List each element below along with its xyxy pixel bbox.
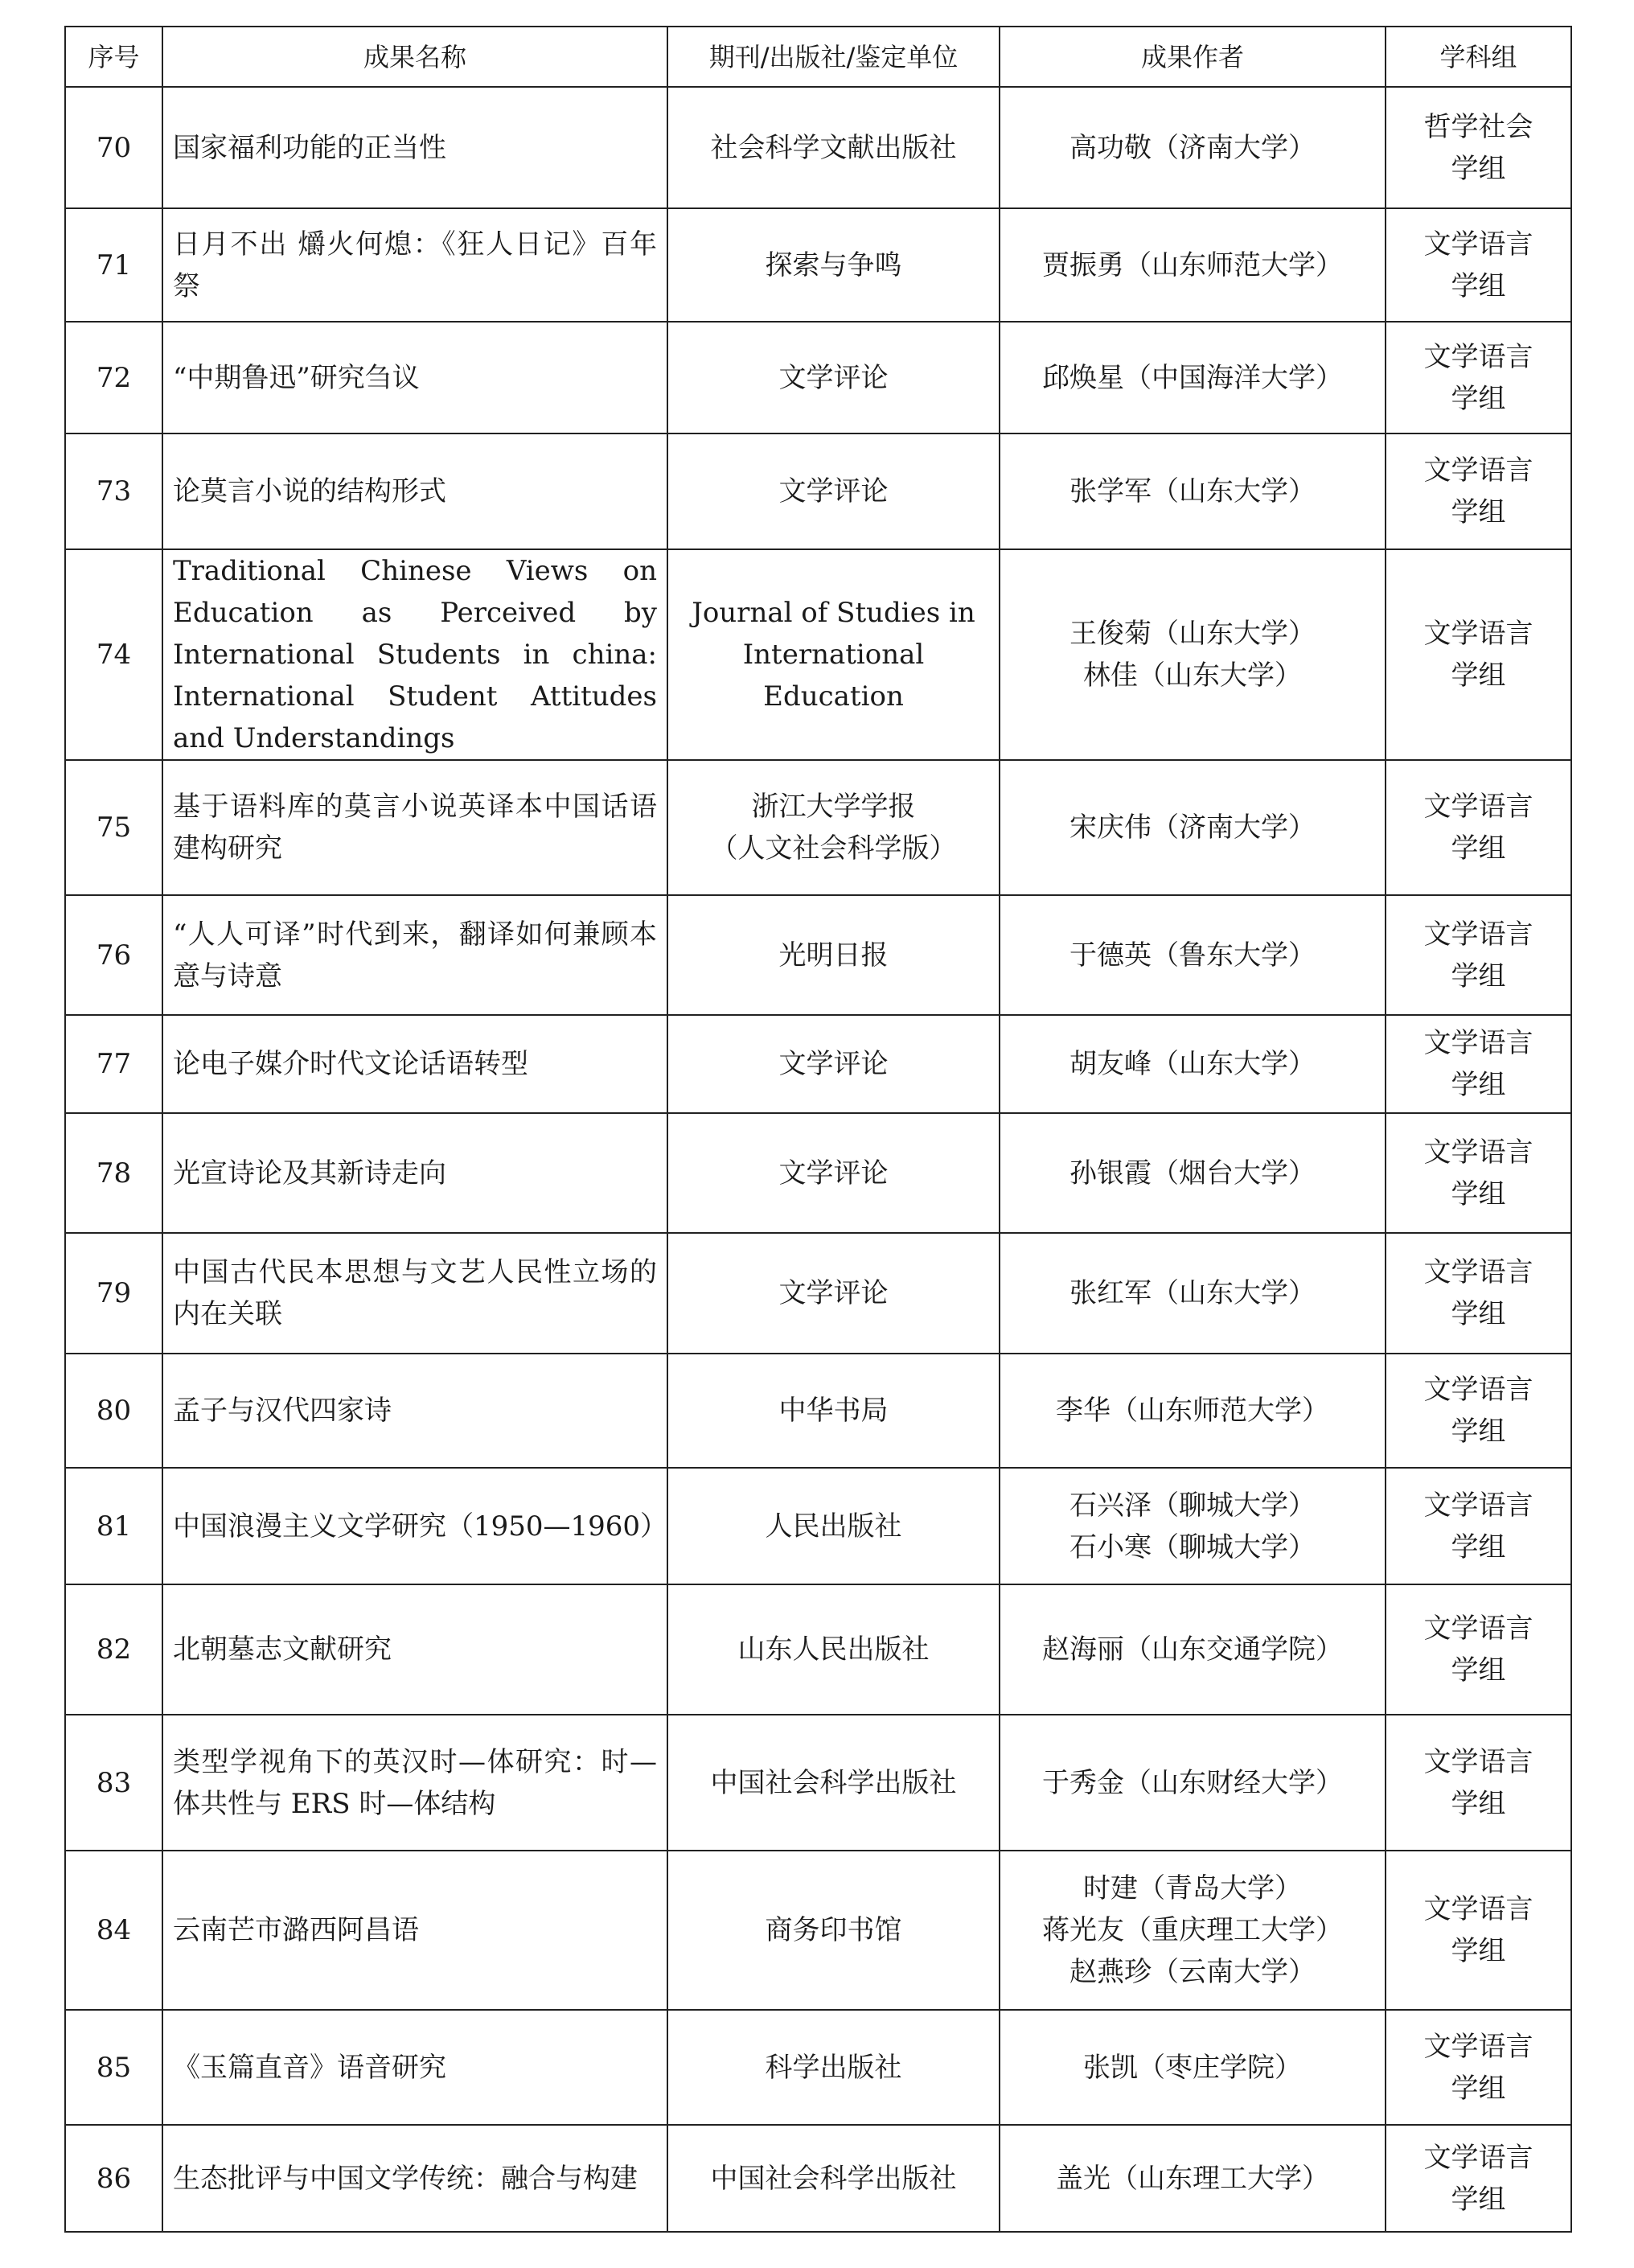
row-group [1386, 322, 1571, 433]
table-row [65, 895, 1571, 1015]
row-publisher [667, 1233, 1000, 1354]
row-group-line: 学组 [1451, 382, 1506, 415]
row-title: 日月不出 爝火何熄：《狂人日记》百年祭 [162, 208, 667, 322]
row-publisher-line: 探索与争鸣 [765, 249, 902, 281]
row-group [1386, 760, 1571, 895]
row-number: 84 [65, 1851, 162, 2010]
row-group [1386, 1851, 1571, 2010]
row-group-line: 文学语言 [1423, 454, 1533, 487]
row-group-line: 文学语言 [1423, 1745, 1533, 1778]
row-publisher-line: 文学评论 [778, 1157, 889, 1189]
row-authors [1000, 1113, 1386, 1233]
row-authors-line: 孙银霞（烟台大学） [1069, 1157, 1316, 1189]
row-authors-line: 于秀金（山东财经大学） [1042, 1766, 1343, 1799]
row-group-line: 学组 [1451, 1654, 1506, 1687]
row-authors-line: 胡友峰（山东大学） [1069, 1048, 1316, 1080]
row-number: 74 [65, 549, 162, 760]
row-title: 国家福利功能的正当性 [162, 87, 667, 208]
row-title: 北朝墓志文献研究 [162, 1584, 667, 1715]
row-group [1386, 1354, 1571, 1468]
table-row [65, 1354, 1571, 1468]
row-group-line: 学组 [1451, 1787, 1506, 1820]
table-row [65, 1113, 1571, 1233]
row-authors [1000, 1233, 1386, 1354]
row-group [1386, 1015, 1571, 1113]
row-number: 78 [65, 1113, 162, 1233]
row-authors-line: 李华（山东师范大学） [1056, 1395, 1329, 1427]
row-group-line: 学组 [1451, 1935, 1506, 1967]
row-group [1386, 208, 1571, 322]
row-title: 论电子媒介时代文论话语转型 [162, 1015, 667, 1113]
row-title: 基于语料库的莫言小说英译本中国话语建构研究 [162, 760, 667, 895]
row-publisher-line: 山东人民出版社 [737, 1633, 930, 1666]
row-group-line: 学组 [1451, 659, 1506, 692]
row-authors-line: 邱焕星（中国海洋大学） [1042, 361, 1343, 394]
row-group-line: 文学语言 [1423, 618, 1533, 650]
row-group [1386, 1113, 1571, 1233]
row-group [1386, 1584, 1571, 1715]
row-authors-line: 张凯（枣庄学院） [1083, 2051, 1302, 2084]
row-authors-line: 石兴泽（聊城大学） [1069, 1489, 1316, 1522]
row-authors [1000, 322, 1386, 433]
row-publisher [667, 1113, 1000, 1233]
row-authors-line: 张学军（山东大学） [1069, 475, 1316, 507]
row-authors-line: 赵海丽（山东交通学院） [1042, 1633, 1343, 1666]
row-group-line: 学组 [1451, 152, 1506, 185]
row-group-line: 学组 [1451, 2183, 1506, 2216]
row-publisher-line: 社会科学文献出版社 [710, 131, 957, 164]
row-authors-line: 宋庆伟（济南大学） [1069, 811, 1316, 844]
achievements-table [64, 26, 1572, 2233]
row-group-line: 哲学社会 [1423, 110, 1533, 143]
row-publisher [667, 87, 1000, 208]
row-authors-line: 赵燕珍（云南大学） [1069, 1956, 1316, 1988]
row-group [1386, 1233, 1571, 1354]
header-row [65, 27, 1571, 87]
row-publisher [667, 895, 1000, 1015]
row-group [1386, 549, 1571, 760]
row-number: 70 [65, 87, 162, 208]
row-number: 73 [65, 433, 162, 549]
row-authors-line: 高功敬（济南大学） [1069, 131, 1316, 164]
row-title: 论莫言小说的结构形式 [162, 433, 667, 549]
row-group [1386, 2125, 1571, 2232]
row-authors-line: 王俊菊（山东大学） [1069, 618, 1316, 650]
row-title: 中国古代民本思想与文艺人民性立场的内在关联 [162, 1233, 667, 1354]
table-row [65, 1468, 1571, 1584]
table-row [65, 87, 1571, 208]
row-publisher [667, 1851, 1000, 2010]
row-publisher-line: （人文社会科学版） [710, 832, 957, 865]
row-title: 孟子与汉代四家诗 [162, 1354, 667, 1468]
row-publisher [667, 1015, 1000, 1113]
table-row [65, 1015, 1571, 1113]
row-authors [1000, 895, 1386, 1015]
row-group-line: 文学语言 [1423, 1256, 1533, 1288]
table-row [65, 208, 1571, 322]
row-publisher [667, 1468, 1000, 1584]
row-number: 82 [65, 1584, 162, 1715]
row-group-line: 文学语言 [1423, 1613, 1533, 1645]
row-title: “中期鲁迅”研究刍议 [162, 322, 667, 433]
row-authors-line: 张红军（山东大学） [1069, 1277, 1316, 1309]
row-authors-line: 蒋光友（重庆理工大学） [1042, 1914, 1343, 1946]
row-publisher-line: 文学评论 [778, 1277, 889, 1309]
row-title: 云南芒市潞西阿昌语 [162, 1851, 667, 2010]
row-group-line: 文学语言 [1423, 340, 1533, 373]
row-group-line: 学组 [1451, 1530, 1506, 1563]
row-title: “人人可译”时代到来，翻译如何兼顾本意与诗意 [162, 895, 667, 1015]
row-number: 77 [65, 1015, 162, 1113]
row-group-line: 学组 [1451, 1177, 1506, 1210]
row-title: 《玉篇直音》语音研究 [162, 2010, 667, 2125]
row-authors-line: 贾振勇（山东师范大学） [1042, 249, 1343, 281]
row-publisher [667, 2125, 1000, 2232]
header-publisher: 期刊/出版社/鉴定单位 [667, 27, 1000, 87]
row-publisher [667, 208, 1000, 322]
row-number: 81 [65, 1468, 162, 1584]
row-title: 光宣诗论及其新诗走向 [162, 1113, 667, 1233]
row-publisher [667, 1584, 1000, 1715]
row-publisher-line: 人民出版社 [765, 1510, 902, 1543]
header-authors: 成果作者 [1000, 27, 1386, 87]
row-publisher-line: 文学评论 [778, 475, 889, 507]
row-title: 类型学视角下的英汉时—体研究：时—体共性与 ERS 时—体结构 [162, 1715, 667, 1851]
row-group-line: 文学语言 [1423, 1136, 1533, 1169]
table-row [65, 1715, 1571, 1851]
row-number: 86 [65, 2125, 162, 2232]
row-publisher [667, 549, 1000, 760]
row-number: 83 [65, 1715, 162, 1851]
row-number: 85 [65, 2010, 162, 2125]
table-row [65, 433, 1571, 549]
row-authors-line: 石小寒（聊城大学） [1069, 1530, 1316, 1563]
row-title: 中国浪漫主义文学研究（1950—1960） [162, 1468, 667, 1584]
row-publisher-line: 商务印书馆 [765, 1914, 902, 1946]
row-group-line: 学组 [1451, 832, 1506, 865]
table-row [65, 1233, 1571, 1354]
row-authors [1000, 549, 1386, 760]
row-group-line: 学组 [1451, 1415, 1506, 1448]
row-group [1386, 895, 1571, 1015]
row-number: 76 [65, 895, 162, 1015]
row-publisher-line: 光明日报 [778, 939, 889, 972]
row-publisher [667, 1715, 1000, 1851]
row-publisher-line: 中华书局 [778, 1395, 889, 1427]
row-group-line: 文学语言 [1423, 918, 1533, 951]
row-authors [1000, 208, 1386, 322]
row-group-line: 文学语言 [1423, 1489, 1533, 1522]
row-group [1386, 1715, 1571, 1851]
row-publisher [667, 1354, 1000, 1468]
row-number: 79 [65, 1233, 162, 1354]
table-row [65, 2010, 1571, 2125]
row-authors [1000, 1354, 1386, 1468]
row-publisher [667, 322, 1000, 433]
row-number: 75 [65, 760, 162, 895]
header-group: 学科组 [1386, 27, 1571, 87]
row-publisher-line: Journal of Studies in [692, 597, 975, 629]
row-authors [1000, 1468, 1386, 1584]
row-group-line: 学组 [1451, 2072, 1506, 2105]
row-authors [1000, 1715, 1386, 1851]
row-publisher-line: 科学出版社 [765, 2051, 902, 2084]
row-publisher-line: 文学评论 [778, 1048, 889, 1080]
row-publisher-line: 文学评论 [778, 361, 889, 394]
row-authors [1000, 2010, 1386, 2125]
row-group-line: 学组 [1451, 1298, 1506, 1330]
row-number: 71 [65, 208, 162, 322]
table-row [65, 760, 1571, 895]
row-publisher [667, 433, 1000, 549]
row-group-line: 文学语言 [1423, 2141, 1533, 2174]
row-authors [1000, 1015, 1386, 1113]
row-authors-line: 盖光（山东理工大学） [1056, 2162, 1329, 2195]
table-row [65, 2125, 1571, 2232]
row-group-line: 文学语言 [1423, 791, 1533, 823]
row-authors [1000, 2125, 1386, 2232]
row-group-line: 学组 [1451, 496, 1506, 528]
row-publisher-line: 中国社会科学出版社 [710, 2162, 957, 2195]
table-row [65, 1851, 1571, 2010]
row-group-line: 文学语言 [1423, 2030, 1533, 2063]
row-authors [1000, 1584, 1386, 1715]
row-publisher [667, 2010, 1000, 2125]
row-group [1386, 2010, 1571, 2125]
row-title: Traditional Chinese Views on Education as Perceived by International Students in china: International Student Attitudes and Understandings [162, 549, 667, 760]
row-group-line: 文学语言 [1423, 1027, 1533, 1059]
table-body [65, 87, 1571, 2232]
row-authors [1000, 87, 1386, 208]
row-publisher-line: 浙江大学学报 [751, 791, 916, 823]
row-title: 生态批评与中国文学传统：融合与构建 [162, 2125, 667, 2232]
row-group [1386, 433, 1571, 549]
row-group [1386, 87, 1571, 208]
row-authors-line: 林佳（山东大学） [1083, 659, 1302, 692]
row-authors-line: 于德英（鲁东大学） [1069, 939, 1316, 972]
table-row [65, 549, 1571, 760]
row-group-line: 学组 [1451, 959, 1506, 992]
row-authors [1000, 760, 1386, 895]
row-group-line: 文学语言 [1423, 1374, 1533, 1406]
row-number: 80 [65, 1354, 162, 1468]
row-group-line: 学组 [1451, 269, 1506, 302]
row-group-line: 学组 [1451, 1069, 1506, 1101]
header-number: 序号 [65, 27, 162, 87]
row-number: 72 [65, 322, 162, 433]
row-authors-line: 时建（青岛大学） [1083, 1872, 1302, 1904]
table-row [65, 322, 1571, 433]
row-authors [1000, 1851, 1386, 2010]
header-title: 成果名称 [162, 27, 667, 87]
row-group-line: 文学语言 [1423, 1893, 1533, 1925]
row-publisher-line: International Education [742, 639, 925, 713]
row-group-line: 文学语言 [1423, 228, 1533, 261]
row-group [1386, 1468, 1571, 1584]
row-authors [1000, 433, 1386, 549]
row-publisher-line: 中国社会科学出版社 [710, 1766, 957, 1799]
table-row [65, 1584, 1571, 1715]
row-publisher [667, 760, 1000, 895]
